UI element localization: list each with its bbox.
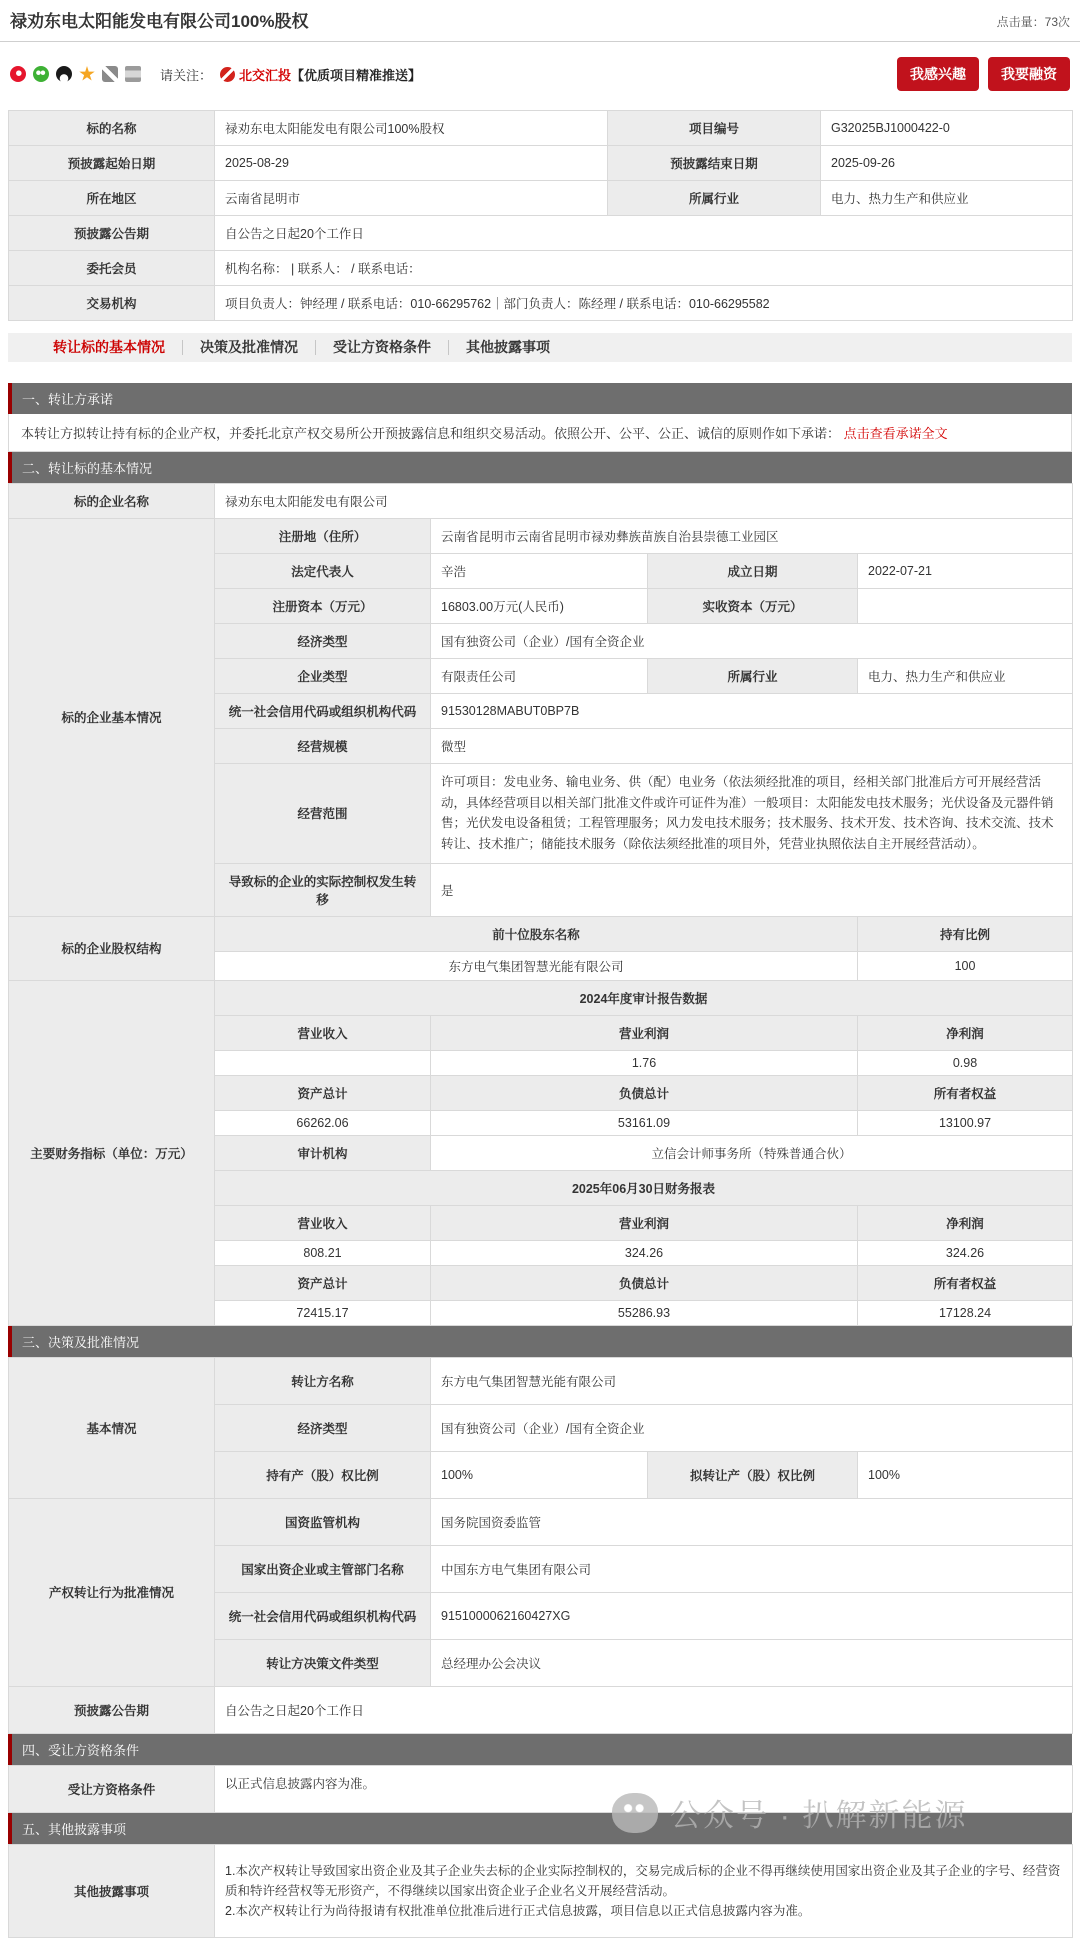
- page-title: 禄劝东电太阳能发电有限公司100%股权: [10, 12, 309, 31]
- business-scale-value: 微型: [431, 729, 1073, 764]
- notice-period-value: 自公告之日起20个工作日: [215, 1686, 1073, 1733]
- commitment-text: 本转让方拟转让持有标的企业产权，并委托北京产权交易所公开预披露信息和组织交易活动。依照公开、公平、公正、诚信的原则作如下承诺：: [21, 426, 841, 441]
- section-transferee-qualification-header: 四、受让方资格条件: [8, 1734, 1072, 1765]
- state-funded-enterprise-value: 中国东方电气集团有限公司: [431, 1545, 1073, 1592]
- tab-transferee-qualification[interactable]: 受让方资格条件: [316, 340, 449, 355]
- section-other-disclosure-header: 五、其他披露事项: [8, 1813, 1072, 1844]
- view-full-commitment-link[interactable]: 点击查看承诺全文: [843, 426, 948, 441]
- project-number-value: G32025BJ1000422-0: [821, 111, 1073, 146]
- registered-address-value: 云南省昆明市云南省昆明市禄劝彝族苗族自治县崇德工业园区: [431, 519, 1073, 554]
- top-shareholders-header: 前十位股东名称: [215, 916, 858, 951]
- operating-profit-header: 营业利润: [431, 1015, 858, 1050]
- bjhy-brand-icon: [220, 67, 235, 82]
- entrusted-member-label: 委托会员: [9, 251, 215, 286]
- legal-rep-label: 法定代表人: [215, 554, 431, 589]
- tab-bar: [8, 333, 1072, 362]
- other-disclosure-label: 其他披露事项: [9, 1844, 215, 1937]
- financing-button[interactable]: 我要融资: [988, 57, 1070, 91]
- credit-code-label: 统一社会信用代码或组织机构代码: [215, 694, 431, 729]
- control-transfer-label: 导致标的企业的实际控制权发生转移: [215, 863, 431, 916]
- sasac-regulator-value: 国务院国资委监管: [431, 1498, 1073, 1545]
- table-row: [9, 980, 1073, 1015]
- tab-decision-approval[interactable]: 决策及批准情况: [183, 340, 316, 355]
- end-date-label: 预披露结束日期: [608, 146, 821, 181]
- table-row: [9, 1844, 1073, 1937]
- table-row: [9, 111, 1073, 146]
- total-liabilities-header: 负债总计: [431, 1075, 858, 1110]
- table-row: [9, 1765, 1073, 1812]
- audit-net-profit-value: 0.98: [858, 1050, 1073, 1075]
- paid-capital-label: 实收资本（万元）: [648, 589, 858, 624]
- basic-situation-group-label: 基本情况: [9, 1357, 215, 1498]
- target-name-value: 禄劝东电太阳能发电有限公司100%股权: [215, 111, 608, 146]
- interim-total-liabilities-value: 55286.93: [431, 1300, 858, 1325]
- qq-share-icon[interactable]: [56, 66, 72, 82]
- audit-report-title: 2024年度审计报告数据: [215, 980, 1073, 1015]
- target-name-label: 标的名称: [9, 111, 215, 146]
- interim-total-assets-value: 72415.17: [215, 1300, 431, 1325]
- registered-address-label: 注册地（住所）: [215, 519, 431, 554]
- business-scope-value: 许可项目：发电业务、输电业务、供（配）电业务（依法须经批准的项目，经相关部门批准后方可开展经营活动，具体经营项目以相关部门批准文件或许可证件为准）一般项目：太阳能发电技术服务；光伏设备及元器件销售；光伏发电设备租赁；工程管理服务；风力发电技术服务；技术服务、技术开发、技术咨询、技术交流、技术转让、技术推广；储能技术服务（除依法须经批准的项目外，凭营业执照依法自主开展经营活动）。: [431, 764, 1073, 864]
- toolbar: [0, 42, 1080, 102]
- decision-document-type-label: 转让方决策文件类型: [215, 1639, 431, 1686]
- planned-transfer-ratio-value: 100%: [858, 1451, 1073, 1498]
- planned-transfer-ratio-label: 拟转让产（股）权比例: [648, 1451, 858, 1498]
- table-row: [9, 519, 1073, 554]
- favorite-star-icon[interactable]: [79, 66, 95, 82]
- paid-capital-value: [858, 589, 1073, 624]
- credit-code-value: 91530128MABUT0BP7B: [431, 694, 1073, 729]
- interim-owners-equity-value: 17128.24: [858, 1300, 1073, 1325]
- start-date-value: 2025-08-29: [215, 146, 608, 181]
- enterprise-type-label: 企业类型: [215, 659, 431, 694]
- interim-net-profit-value: 324.26: [858, 1240, 1073, 1265]
- promo-label: 【优质项目精准推送】: [291, 67, 422, 83]
- total-assets-header: 资产总计: [215, 1265, 431, 1300]
- equity-structure-group-label: 标的企业股权结构: [9, 916, 215, 980]
- revenue-header: 营业收入: [215, 1205, 431, 1240]
- state-funded-enterprise-label: 国家出资企业或主管部门名称: [215, 1545, 431, 1592]
- audit-operating-profit-value: 1.76: [431, 1050, 858, 1075]
- table-row: [9, 1498, 1073, 1545]
- industry-value: 电力、热力生产和供应业: [821, 181, 1073, 216]
- transferor-economic-type-label: 经济类型: [215, 1404, 431, 1451]
- interested-button[interactable]: 我感兴趣: [897, 57, 979, 91]
- company-basic-group-label: 标的企业基本情况: [9, 519, 215, 917]
- business-scope-label: 经营范围: [215, 764, 431, 864]
- section-target-basic-info-header: 二、转让标的基本情况: [8, 452, 1072, 483]
- hit-count: 点击量：73次: [996, 15, 1070, 29]
- brand-link[interactable]: 北交汇投: [239, 67, 292, 83]
- other-disclosure-value: [215, 1844, 1073, 1937]
- transferee-qualification-table: [8, 1765, 1073, 1813]
- business-scale-label: 经营规模: [215, 729, 431, 764]
- target-basic-info-table: [8, 483, 1073, 1326]
- table-row: [9, 916, 1073, 951]
- audit-total-liabilities-value: 53161.09: [431, 1110, 858, 1135]
- enterprise-type-value: 有限责任公司: [431, 659, 648, 694]
- table-row: [9, 286, 1073, 321]
- founding-date-label: 成立日期: [648, 554, 858, 589]
- wechat-share-icon[interactable]: [33, 66, 49, 82]
- weibo-share-icon[interactable]: [10, 66, 26, 82]
- table-row: [9, 181, 1073, 216]
- holding-ratio-value: 100%: [431, 1451, 648, 1498]
- other-disclosure-table: [8, 1844, 1073, 1938]
- registered-capital-label: 注册资本（万元）: [215, 589, 431, 624]
- audit-firm-value: 立信会计师事务所（特殊普通合伙）: [431, 1135, 1073, 1170]
- economic-type-label: 经济类型: [215, 624, 431, 659]
- tab-other-disclosure[interactable]: 其他披露事项: [466, 339, 550, 355]
- total-assets-header: 资产总计: [215, 1075, 431, 1110]
- page-header: [0, 0, 1080, 42]
- owners-equity-header: 所有者权益: [858, 1265, 1073, 1300]
- table-row: [9, 251, 1073, 286]
- interim-report-title: 2025年06月30日财务报表: [215, 1170, 1073, 1205]
- project-number-label: 项目编号: [608, 111, 821, 146]
- entrusted-member-value: 机构名称： | 联系人： / 联系电话：: [215, 251, 1073, 286]
- print-icon[interactable]: [125, 66, 141, 82]
- other-disclosure-line2: 2.本次产权转让行为尚待报请有权批准单位批准后进行正式信息披露，项目信息以正式信息披露内容为准。: [225, 1903, 811, 1918]
- audit-owners-equity-value: 13100.97: [858, 1110, 1073, 1135]
- tab-transfer-basic-info[interactable]: 转让标的基本情况: [36, 340, 183, 355]
- financial-indicators-group-label: 主要财务指标（单位：万元）: [9, 980, 215, 1325]
- interim-revenue-value: 808.21: [215, 1240, 431, 1265]
- end-date-value: 2025-09-26: [821, 146, 1073, 181]
- start-date-label: 预披露起始日期: [9, 146, 215, 181]
- approval-situation-group-label: 产权转让行为批准情况: [9, 1498, 215, 1686]
- audit-total-assets-value: 66262.06: [215, 1110, 431, 1135]
- legal-rep-value: 辛浩: [431, 554, 648, 589]
- holding-ratio-header: 持有比例: [858, 916, 1073, 951]
- trading-org-label: 交易机构: [9, 286, 215, 321]
- company-industry-label: 所属行业: [648, 659, 858, 694]
- link-icon[interactable]: [102, 66, 118, 82]
- region-value: 云南省昆明市: [215, 181, 608, 216]
- transferor-credit-code-label: 统一社会信用代码或组织机构代码: [215, 1592, 431, 1639]
- company-name-value: 禄劝东电太阳能发电有限公司: [215, 484, 1073, 519]
- trading-org-value: 项目负责人：钟经理 / 联系电话：010-66295762｜部门负责人：陈经理 / 联系电话：010-66295582: [215, 286, 1073, 321]
- notice-period-label: 预披露公告期: [9, 216, 215, 251]
- notice-period-value: 自公告之日起20个工作日: [215, 216, 1073, 251]
- net-profit-header: 净利润: [858, 1205, 1073, 1240]
- transferor-name-value: 东方电气集团智慧光能有限公司: [431, 1357, 1073, 1404]
- project-summary-table: [8, 110, 1073, 321]
- transferee-qualification-value: 以正式信息披露内容为准。: [215, 1765, 1073, 1812]
- notice-period-label: 预披露公告期: [9, 1686, 215, 1733]
- revenue-header: 营业收入: [215, 1015, 431, 1050]
- table-row: [9, 1686, 1073, 1733]
- control-transfer-value: 是: [431, 863, 1073, 916]
- table-row: [9, 484, 1073, 519]
- transferor-economic-type-value: 国有独资公司（企业）/国有全资企业: [431, 1404, 1073, 1451]
- company-name-label: 标的企业名称: [9, 484, 215, 519]
- transferor-commitment-text: [8, 414, 1072, 452]
- section-decision-approval-header: 三、决策及批准情况: [8, 1326, 1072, 1357]
- transferee-qualification-label: 受让方资格条件: [9, 1765, 215, 1812]
- holding-ratio-label: 持有产（股）权比例: [215, 1451, 431, 1498]
- operating-profit-header: 营业利润: [431, 1205, 858, 1240]
- transferor-credit-code-value: 9151000062160427XG: [431, 1592, 1073, 1639]
- watermark-text: 公众号 · 扒解新能源: [670, 1798, 968, 1833]
- company-industry-value: 电力、热力生产和供应业: [858, 659, 1073, 694]
- region-label: 所在地区: [9, 181, 215, 216]
- other-disclosure-line1: 1.本次产权转让导致国家出资企业及其子企业失去标的企业实际控制权的，交易完成后标的企业不得再继续使用国家出资企业及其子企业的字号、经营资质和特许经营权等无形资产，不得继续以国家出资企业子企业名义开展经营活动。: [225, 1863, 1061, 1898]
- total-liabilities-header: 负债总计: [431, 1265, 858, 1300]
- interim-operating-profit-value: 324.26: [431, 1240, 858, 1265]
- registered-capital-value: 16803.00万元(人民币): [431, 589, 648, 624]
- founding-date-value: 2022-07-21: [858, 554, 1073, 589]
- decision-document-type-value: 总经理办公会决议: [431, 1639, 1073, 1686]
- decision-approval-table: [8, 1357, 1073, 1734]
- audit-firm-label: 审计机构: [215, 1135, 431, 1170]
- table-row: [9, 1357, 1073, 1404]
- holding-ratio-value: 100: [858, 951, 1073, 980]
- table-row: [9, 216, 1073, 251]
- industry-label: 所属行业: [608, 181, 821, 216]
- section-transferor-commitment-header: 一、转让方承诺: [8, 383, 1072, 414]
- economic-type-value: 国有独资公司（企业）/国有全资企业: [431, 624, 1073, 659]
- shareholder-name-value: 东方电气集团智慧光能有限公司: [215, 951, 858, 980]
- table-row: [9, 146, 1073, 181]
- owners-equity-header: 所有者权益: [858, 1075, 1073, 1110]
- follow-label: 请关注：: [160, 67, 213, 83]
- audit-revenue-value: [215, 1050, 431, 1075]
- net-profit-header: 净利润: [858, 1015, 1073, 1050]
- transferor-name-label: 转让方名称: [215, 1357, 431, 1404]
- sasac-regulator-label: 国资监管机构: [215, 1498, 431, 1545]
